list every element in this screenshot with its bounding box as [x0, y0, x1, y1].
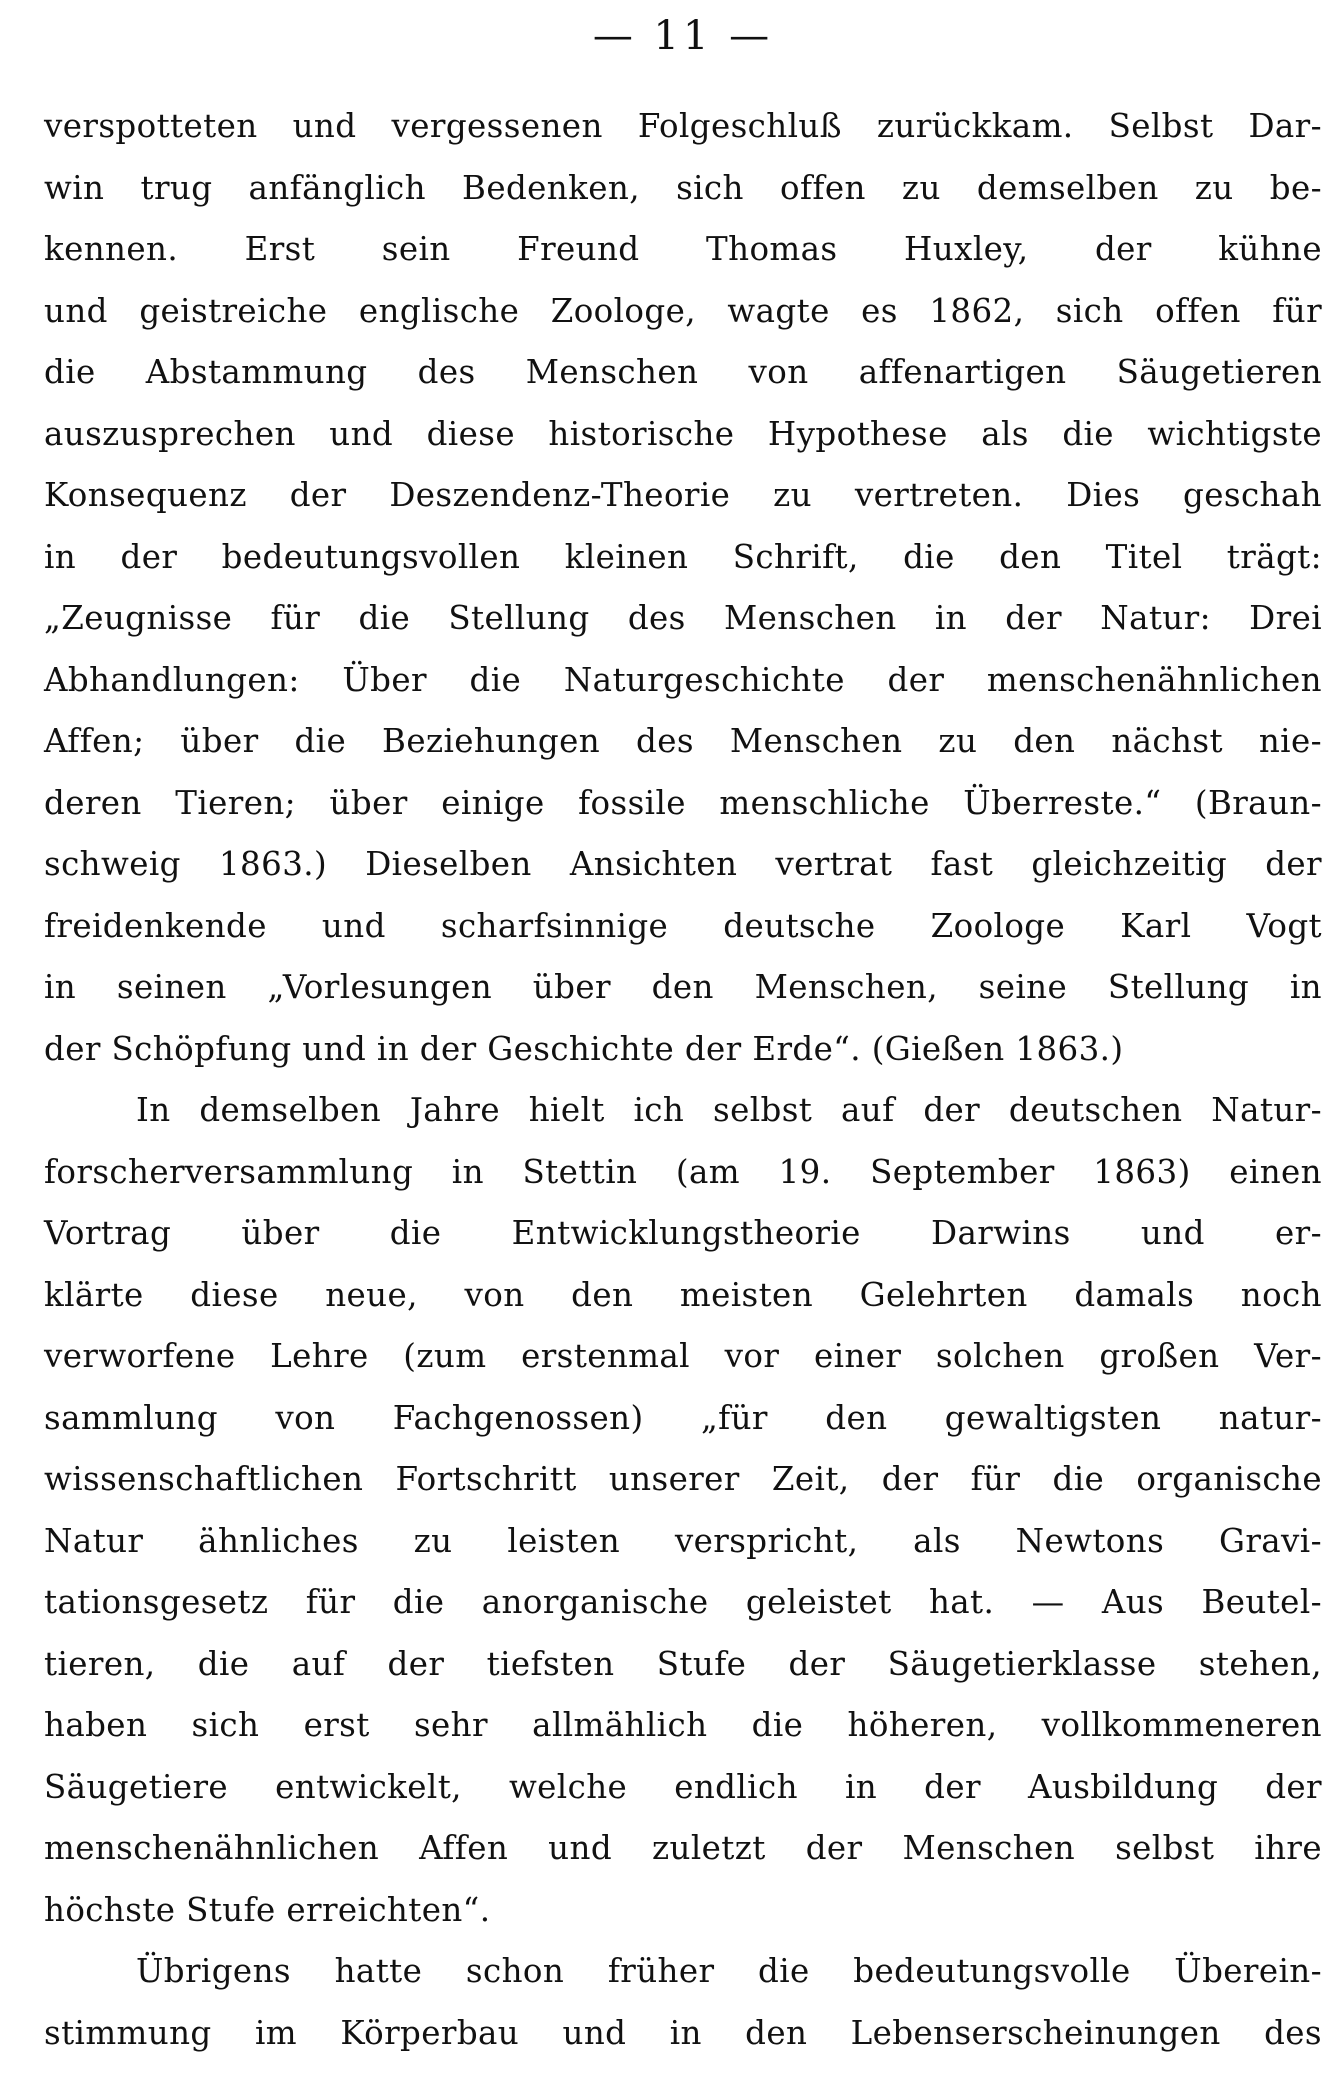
text-line: Übrigens hatte schon früher die bedeutungsvolle Überein-	[136, 1952, 1322, 1990]
text-line: kennen. Erst sein Freund Thomas Huxley, der kühne	[44, 230, 1322, 268]
text-line: in seinen „Vorlesungen über den Menschen, seine Stellung in	[44, 968, 1322, 1006]
text-line: Vortrag über die Entwicklungstheorie Darwins und er-	[44, 1214, 1322, 1252]
text-line: verspotteten und vergessenen Folgeschluß zurückkam. Selbst Dar-	[44, 107, 1322, 145]
text-line: win trug anfänglich Bedenken, sich offen zu demselben zu be-	[44, 168, 1322, 207]
text-line: der Schöpfung und in der Geschichte der Erde“. (Gießen 1863.)	[44, 1029, 1124, 1068]
text-line: verworfene Lehre (zum erstenmal vor einer solchen großen Ver-	[44, 1337, 1322, 1375]
text-line: menschenähnlichen Affen und zuletzt der Menschen selbst ihre	[44, 1829, 1322, 1867]
text-line: Konsequenz der Deszendenz-Theorie zu vertreten. Dies geschah	[44, 476, 1322, 514]
text-line: klärte diese neue, von den meisten Gelehrten damals noch	[44, 1275, 1322, 1314]
text-line: Affen; über die Beziehungen des Menschen zu den nächst nie-	[44, 722, 1322, 760]
text-line: stimmung im Körperbau und in den Lebenserscheinungen des	[44, 2013, 1322, 2052]
text-line: freidenkende und scharfsinnige deutsche Zoologe Karl Vogt	[44, 906, 1322, 945]
document-page	[44, 0, 1322, 2100]
text-line: sammlung von Fachgenossen) „für den gewaltigsten natur-	[44, 1398, 1322, 1437]
text-line: schweig 1863.) Dieselben Ansichten vertrat fast gleichzeitig der	[44, 845, 1322, 883]
text-line: „Zeugnisse für die Stellung des Menschen in der Natur: Drei	[44, 599, 1322, 637]
text-line: In demselben Jahre hielt ich selbst auf der deutschen Natur-	[136, 1091, 1322, 1129]
text-line: auszusprechen und diese historische Hypothese als die wichtigste	[44, 414, 1322, 453]
text-line: Natur ähnliches zu leisten verspricht, als Newtons Gravi-	[44, 1521, 1322, 1560]
text-line: tieren, die auf der tiefsten Stufe der Säugetierklasse stehen,	[44, 1644, 1322, 1683]
text-line: haben sich erst sehr allmählich die höheren, vollkommeneren	[44, 1706, 1322, 1744]
text-line: die Abstammung des Menschen von affenartigen Säugetieren	[44, 353, 1322, 391]
page-number: — 11 —	[592, 13, 774, 59]
text-line: tationsgesetz für die anorganische geleistet hat. — Aus Beutel-	[44, 1583, 1322, 1621]
text-line: forscherversammlung in Stettin (am 19. September 1863) einen	[44, 1152, 1322, 1191]
text-line: deren Tieren; über einige fossile menschliche Überreste.“ (Braun-	[44, 783, 1322, 822]
body-text	[44, 96, 1322, 2064]
text-line: höchste Stufe erreichten“.	[44, 1890, 491, 1929]
text-line: Säugetiere entwickelt, welche endlich in der Ausbildung der	[44, 1767, 1322, 1806]
text-line: in der bedeutungsvollen kleinen Schrift, die den Titel trägt:	[44, 537, 1322, 576]
text-line: wissenschaftlichen Fortschritt unserer Zeit, der für die organische	[44, 1460, 1322, 1498]
text-line: und geistreiche englische Zoologe, wagte es 1862, sich offen für	[44, 291, 1322, 330]
text-line: Abhandlungen: Über die Naturgeschichte der menschenähnlichen	[44, 660, 1322, 699]
